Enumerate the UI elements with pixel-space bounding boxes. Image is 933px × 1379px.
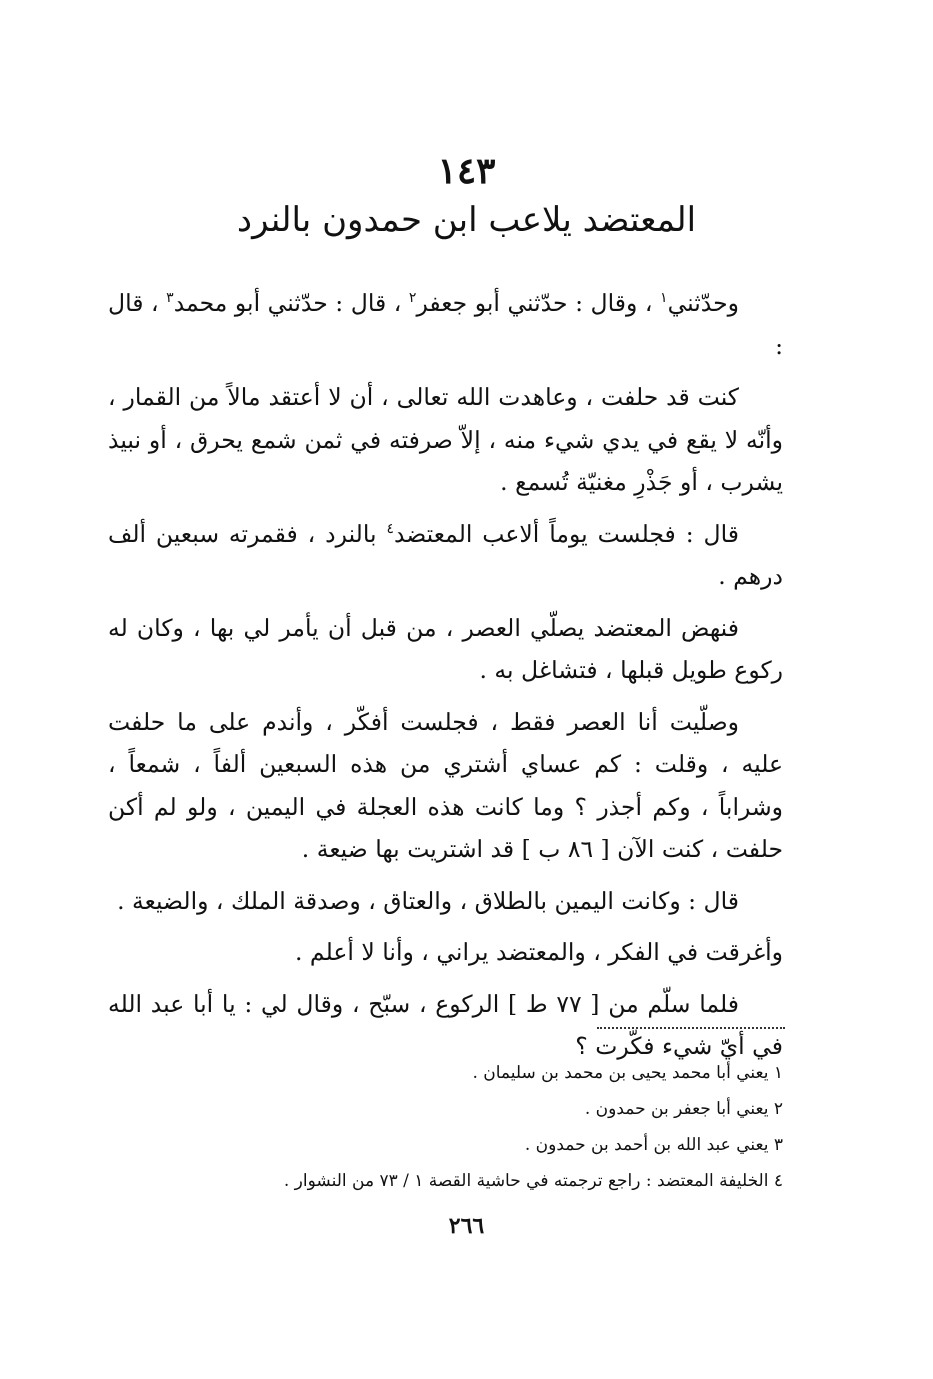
paragraph: فلما سلّم من [ ٧٧ ط ] الركوع ، سبّح ، وقال لي : يا أبا عبد الله في أيّ شيء فكّرت ؟ xyxy=(108,989,783,1060)
page-number: ٢٦٦ xyxy=(448,1213,485,1239)
paragraph-text: ، قال : حدّثني أبو محمد xyxy=(173,289,409,317)
paragraph xyxy=(108,282,783,367)
footnote-marker: ٢ xyxy=(408,290,417,307)
story-title: المعتضد يلاعب ابن حمدون بالنرد xyxy=(236,200,697,240)
footnote-separator xyxy=(597,1027,785,1029)
footnote-marker: ٤ xyxy=(386,520,394,537)
paragraph: كنت قد حلفت ، وعاهدت الله تعالى ، أن لا أعتقد مالاً من القمار ، وأنّه لا يقع في يدي شيء منه ، إلاّ صرفته في ثمن شمع يحرق ، أو نبيذ يشرب ، أو جَذْرِ مغنيّة تُسمع . xyxy=(108,383,783,496)
body-text xyxy=(108,282,783,1077)
footnote: ١ يعني أبا محمد يحيى بن محمد بن سليمان . xyxy=(472,1063,783,1083)
footnote-marker: ١ xyxy=(660,290,668,307)
footnote-marker: ٣ xyxy=(166,290,174,307)
paragraph xyxy=(108,513,783,598)
paragraph-text: وحدّثني xyxy=(667,289,740,317)
paragraph-text: بالنرد ، فقمرته سبعين ألف درهم . xyxy=(108,519,783,590)
footnote: ٢ يعني أبا جعفر بن حمدون . xyxy=(584,1099,783,1119)
paragraph: فنهض المعتضد يصلّي العصر ، من قبل أن يأمر لي بها ، وكان له ركوع طويل قبلها ، فتشاغل به . xyxy=(108,613,783,684)
paragraph: قال : وكانت اليمين بالطلاق ، والعتاق ، وصدقة الملك ، والضيعة . xyxy=(117,886,739,915)
paragraph: وأغرقت في الفكر ، والمعتضد يراني ، وأنا لا أعلم . xyxy=(294,938,783,966)
footnotes xyxy=(183,1055,783,1199)
paragraph: وصلّيت أنا العصر فقط ، فجلست أفكّر ، وأندم على ما حلفت عليه ، وقلت : كم عساي أشتري من هذه السبعين ألفاً ، شمعاً ، وشراباً ، وكم أجذر ؟ وما كانت هذه العجلة في اليمين ، ولو لم أكن حلفت ، كنت الآن [ ٨٦ ب ] قد اشتريت بها ضيعة . xyxy=(108,707,783,863)
paragraph-text: قال : فجلست يوماً ألاعب المعتضد xyxy=(393,519,739,548)
footnote: ٣ يعني عبد الله بن أحمد بن حمدون . xyxy=(524,1135,783,1155)
paragraph-text: ، وقال : حدّثني أبو جعفر xyxy=(416,289,661,317)
footnote: ٤ الخليفة المعتضد : راجع ترجمته في حاشية القصة ١ / ٧٣ من النشوار . xyxy=(283,1171,783,1191)
story-number: ١٤٣ xyxy=(437,150,496,192)
paragraph-text: ، قال : xyxy=(108,289,783,360)
